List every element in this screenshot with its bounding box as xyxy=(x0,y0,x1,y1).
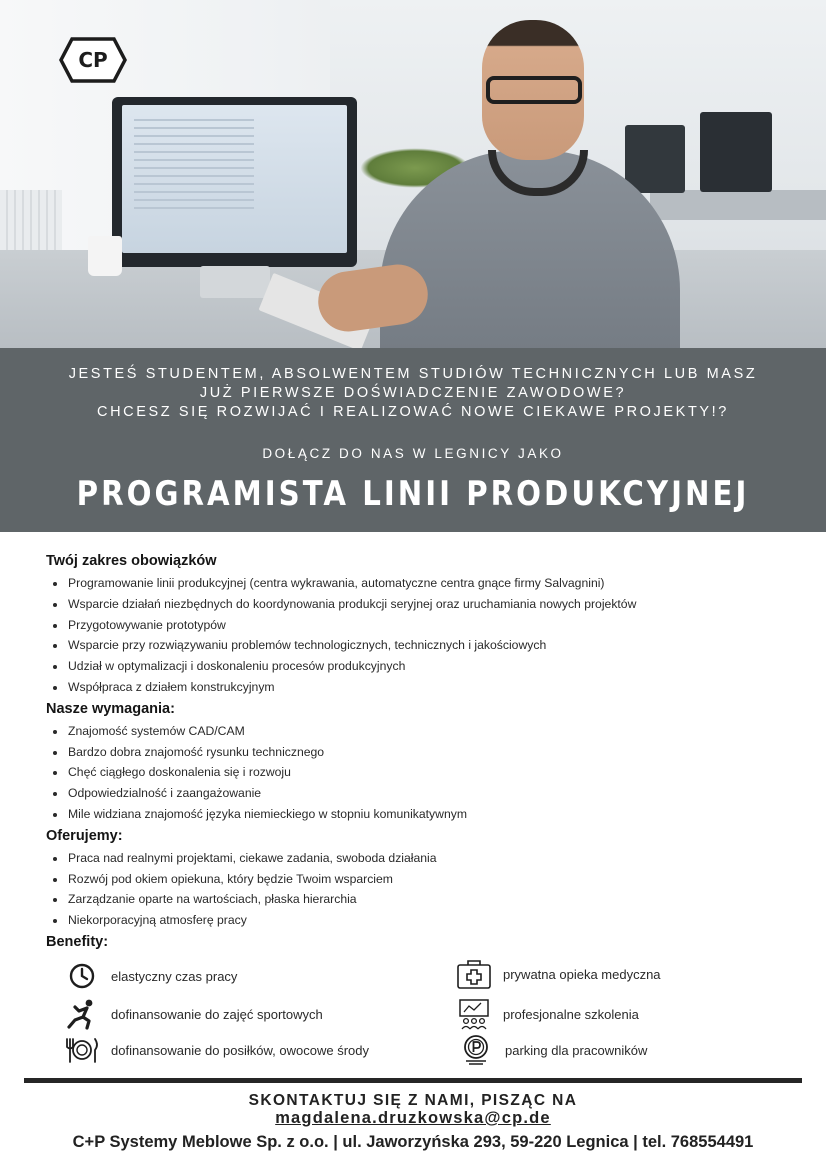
benefit-label: profesjonalne szkolenia xyxy=(503,1006,639,1022)
intro-text xyxy=(0,365,826,422)
headline-banner xyxy=(0,348,826,532)
desk-back xyxy=(650,190,826,220)
responsibilities-section xyxy=(46,552,806,698)
background-monitor xyxy=(625,125,685,193)
job-title: PROGRAMISTA LINII PRODUKCYJNEJ xyxy=(76,474,750,514)
list-item: Bardzo dobra znajomość rysunku technicznego xyxy=(46,742,806,763)
requirements-section xyxy=(46,700,806,825)
section-title: Benefity: xyxy=(46,933,109,950)
monitor-stand xyxy=(200,266,270,298)
section-title: Twój zakres obowiązków xyxy=(46,553,217,569)
list-item: Chęć ciągłego doskonalenia się i rozwoju xyxy=(46,762,806,783)
footer-divider xyxy=(24,1078,802,1083)
list-item: Wsparcie przy rozwiązywaniu problemów technologicznych, technicznych i jakościowych xyxy=(46,635,806,656)
list-item: Niekorporacyjną atmosferę pracy xyxy=(46,910,806,931)
benefits-section xyxy=(46,933,806,952)
list-item: Odpowiedzialność i zaangażowanie xyxy=(46,783,806,804)
benefit-label: parking dla pracowników xyxy=(505,1042,648,1058)
email-container xyxy=(0,1109,826,1128)
benefit-item xyxy=(454,956,661,992)
benefit-item xyxy=(456,1032,647,1068)
clock-icon xyxy=(62,958,102,994)
benefit-item xyxy=(62,1032,369,1068)
offer-section xyxy=(46,827,806,931)
list-item: Przygotowywanie prototypów xyxy=(46,615,806,636)
list-item: Znajomość systemów CAD/CAM xyxy=(46,721,806,742)
list-item: Rozwój pod okiem opiekuna, który będzie Twoim wsparciem xyxy=(46,869,806,890)
list-item: Zarządzanie oparte na wartościach, płaska hierarchia xyxy=(46,889,806,910)
glasses xyxy=(486,76,582,104)
bullet-list xyxy=(46,573,806,698)
list-item: Wsparcie działań niezbędnych do koordynowania produkcji seryjnej oraz uruchamiania nowych projektów xyxy=(46,594,806,615)
runner-icon xyxy=(62,996,102,1032)
meal-icon xyxy=(62,1032,102,1068)
list-item: Programowanie linii produkcyjnej (centra wykrawania, automatyczne centra gnące firmy Salvagnini) xyxy=(46,573,806,594)
benefit-label: prywatna opieka medyczna xyxy=(503,966,661,982)
medical-kit-icon xyxy=(454,956,494,992)
section-title: Nasze wymagania: xyxy=(46,700,175,717)
logo-text: CP xyxy=(78,48,108,72)
background-monitor xyxy=(700,112,772,192)
email-link[interactable]: magdalena.druzkowska@cp.de xyxy=(275,1109,551,1127)
benefit-item xyxy=(454,996,639,1032)
computer-monitor xyxy=(112,97,357,267)
section-title: Oferujemy: xyxy=(46,827,123,844)
parking-icon xyxy=(456,1032,496,1068)
bullet-list xyxy=(46,721,806,825)
intro-line: JESTEŚ STUDENTEM, ABSOLWENTEM STUDIÓW TECHNICZNYCH LUB MASZ xyxy=(68,366,758,382)
company-info: C+P Systemy Meblowe Sp. z o.o. | ul. Jaworzyńska 293, 59-220 Legnica | tel. 768554491 xyxy=(72,1133,754,1151)
benefit-item xyxy=(62,958,237,994)
list-item: Współpraca z działem konstrukcyjnym xyxy=(46,677,806,698)
list-item: Praca nad realnymi projektami, ciekawe zadania, swoboda działania xyxy=(46,848,806,869)
intro-line: JUŻ PIERWSZE DOŚWIADCZENIE ZAWODOWE? xyxy=(199,385,627,401)
benefit-label: dofinansowanie do zajęć sportowych xyxy=(111,1006,323,1022)
bullet-list xyxy=(46,848,806,931)
contact-heading: SKONTAKTUJ SIĘ Z NAMI, PISZĄC NA xyxy=(248,1092,578,1109)
benefits-grid xyxy=(58,956,778,1068)
list-item: Mile widziana znajomość języka niemieckiego w stopniu komunikatywnym xyxy=(46,804,806,825)
company-logo xyxy=(58,36,128,84)
join-text: DOŁĄCZ DO NAS W LEGNICY JAKO xyxy=(262,446,564,461)
cup xyxy=(88,236,122,276)
intro-line: CHCESZ SIĘ ROZWIJAĆ I REALIZOWAĆ NOWE CIEKAWE PROJEKTY!? xyxy=(97,404,729,420)
job-details xyxy=(46,552,806,952)
benefit-item xyxy=(62,996,323,1032)
list-item: Udział w optymalizacji i doskonaleniu procesów produkcyjnych xyxy=(46,656,806,677)
training-board-icon xyxy=(454,996,494,1032)
benefit-label: dofinansowanie do posiłków, owocowe środy xyxy=(111,1042,369,1058)
benefit-label: elastyczny czas pracy xyxy=(111,968,238,984)
